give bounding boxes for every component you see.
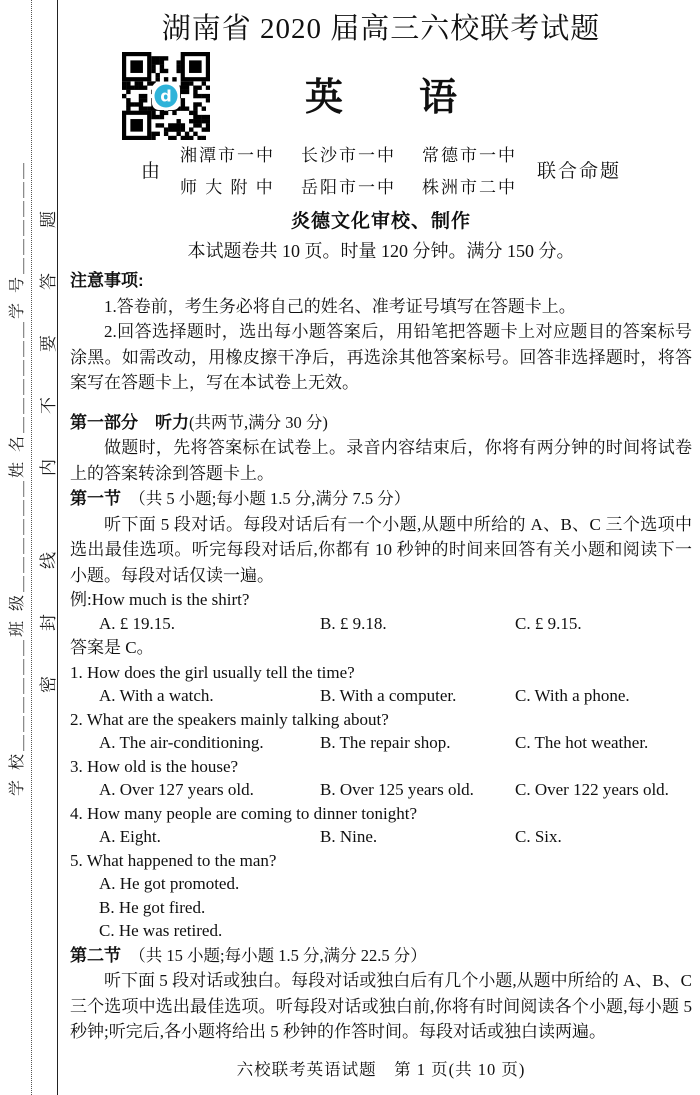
part1-heading: 第一部分 听力: [70, 412, 189, 432]
exam-meta-line: 本试题卷共 10 页。时量 120 分钟。满分 150 分。: [187, 241, 575, 261]
subject-char-2: 语: [419, 77, 458, 119]
school-list: [180, 141, 517, 198]
section1-instructions: 听下面 5 段对话。每段对话后有一个小题,从题中所给的 A、B、C 三个选项中选出最佳选项。听完每段对话后,你都有 10 秒钟的时间来回答有关小题和阅读下一小题。每段对话仅读一遍。: [70, 514, 692, 585]
option-a: A. The air-conditioning.: [99, 733, 264, 752]
option-a: A. With a watch.: [99, 686, 214, 705]
example-options: [70, 612, 692, 636]
part1-heading-detail: (共两节,满分 30 分): [189, 412, 328, 432]
student-info-fields: 学 校＿＿＿＿＿＿班 级＿＿＿＿＿＿姓 名＿＿＿＿＿＿学 号＿＿＿＿＿＿: [9, 160, 26, 797]
notes-item: 1.答卷前，考生务必将自己的姓名、准考证号填写在答题卡上。: [104, 296, 576, 316]
option-c: C. He was retired.: [99, 921, 223, 940]
question-text: 3. How old is the house?: [70, 756, 239, 776]
option-a: A. £ 19.15.: [99, 613, 176, 633]
question-options: [70, 684, 692, 708]
school-name: 常德市一中: [422, 146, 517, 165]
option-c: C. With a phone.: [515, 686, 630, 705]
school-name: 湘潭市一中: [180, 146, 275, 165]
notes-item: 2.回答选择题时，选出每小题答案后，用铅笔把答题卡上对应题目的答案标号涂黑。如需改动，用橡皮擦干净后，再选涂其他答案标号。回答非选择题时，将答案写在答题卡上，写在本试卷上无效。: [70, 322, 692, 392]
seal-warning-text: 密 封 线 内 不 要 答 题: [39, 197, 58, 693]
school-name: 师 大 附 中: [180, 178, 275, 197]
question-4: [70, 802, 692, 849]
option-a: A. Eight.: [99, 827, 161, 846]
question-text: 4. How many people are coming to dinner tonight?: [70, 803, 417, 823]
option-b: B. Over 125 years old.: [320, 780, 474, 799]
section2-heading-detail: （共 15 小题;每小题 1.5 分,满分 22.5 分）: [121, 945, 427, 965]
example-answer: 答案是 C。: [70, 638, 154, 657]
svg-text:d: d: [160, 86, 172, 106]
question-1: [70, 661, 692, 708]
subject-title: [70, 66, 692, 121]
question-3: [70, 755, 692, 802]
exam-body: [70, 268, 692, 1045]
option-a: A. He got promoted.: [99, 874, 240, 893]
question-options: [70, 825, 692, 849]
spacer: [70, 396, 692, 410]
option-c: C. £ 9.15.: [515, 613, 582, 633]
option-b: B. With a computer.: [320, 686, 457, 705]
subject-char-1: 英: [304, 77, 343, 119]
part1-intro: 做题时，先将答案标在试卷上。录音内容结束后，你将有两分钟的时间将试卷上的答案转涂到答题卡上。: [70, 438, 692, 483]
section1-heading-detail: （共 5 小题;每小题 1.5 分,满分 7.5 分）: [121, 489, 411, 508]
option-b: B. Nine.: [320, 827, 378, 846]
exam-title: 湖南省 2020 届高三六校联考试题: [161, 13, 601, 45]
question-text: 2. What are the speakers mainly talking about?: [70, 709, 389, 729]
seal-dotted-line: [31, 0, 32, 1095]
page-footer: 六校联考英语试题 第 1 页(共 10 页): [236, 1060, 526, 1079]
question-2: [70, 708, 692, 755]
producer-line: 炎德文化审校、制作: [290, 211, 471, 232]
example-question: 例:How much is the shirt?: [70, 590, 250, 609]
option-c: C. Six.: [515, 827, 562, 846]
question-options: [70, 778, 692, 802]
joint-label: 联合命题: [537, 161, 622, 182]
section2-heading: 第二节: [70, 945, 121, 965]
byline: [70, 141, 692, 198]
question-text: 5. What happened to the man?: [70, 850, 277, 870]
option-b: B. £ 9.18.: [320, 613, 387, 633]
question-text: 1. How does the girl usually tell the time?: [70, 662, 355, 682]
question-options: [70, 731, 692, 755]
section1-heading: 第一节: [70, 489, 121, 508]
question-5: [70, 849, 692, 943]
school-name: 长沙市一中: [301, 146, 396, 165]
school-name: 岳阳市一中: [301, 178, 396, 197]
notes-heading: 注意事项:: [70, 271, 144, 290]
option-b: B. The repair shop.: [320, 733, 451, 752]
school-name: 株洲市二中: [422, 178, 517, 197]
option-b: B. He got fired.: [99, 897, 206, 917]
by-label: 由: [140, 161, 160, 182]
option-c: C. Over 122 years old.: [515, 780, 669, 799]
section2-instructions: 听下面 5 段对话或独白。每段对话或独白后有几个小题,从题中所给的 A、B、C 三个选项中选出最佳选项。听每段对话或独白前,你将有时间阅读各个小题,每小题 5 秒钟;听完后,各小题将给出 5 秒钟的作答时间。每段对话或独白读两遍。: [70, 971, 692, 1041]
option-a: A. Over 127 years old.: [99, 780, 254, 799]
option-c: C. The hot weather.: [515, 733, 649, 752]
